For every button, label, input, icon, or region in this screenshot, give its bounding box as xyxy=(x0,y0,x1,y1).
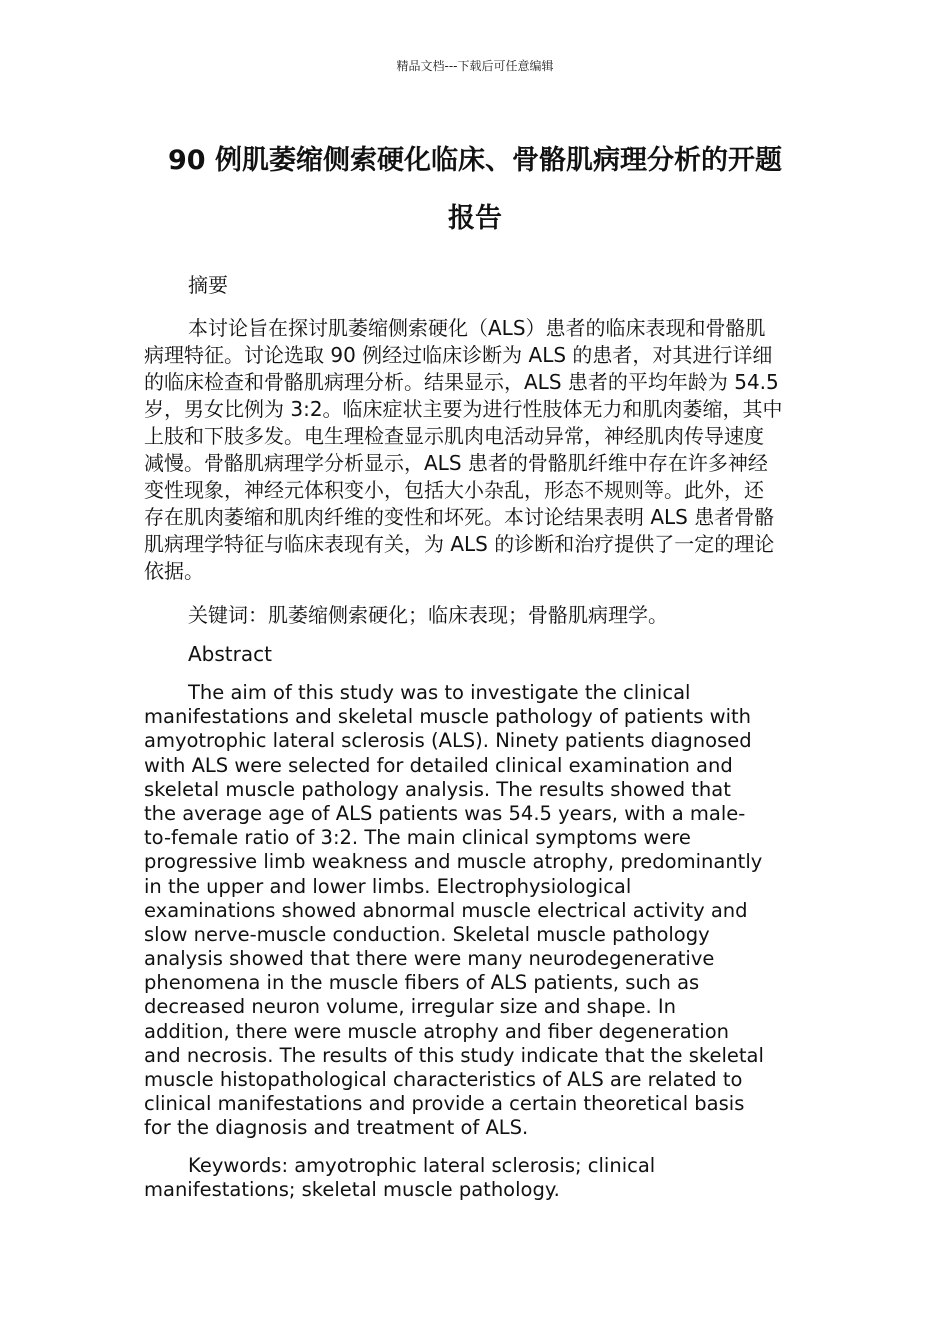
text-line: slow nerve-muscle conduction. Skeletal muscle pathology xyxy=(144,922,710,946)
text-line: and necrosis. The results of this study indicate that the skeletal xyxy=(144,1043,764,1067)
abstract-cn-heading xyxy=(144,272,824,299)
text-line: 的临床检查和骨骼肌病理分析。结果显示，ALS 患者的平均年龄为 54.5 xyxy=(144,370,779,394)
text-line: 病理特征。讨论选取 90 例经过临床诊断为 ALS 的患者，对其进行详细 xyxy=(144,343,773,367)
text-line: skeletal muscle pathology analysis. The results showed that xyxy=(144,777,731,801)
abstract-en-heading xyxy=(144,641,824,668)
text-line: The aim of this study was to investigate the clinical xyxy=(188,681,691,704)
text-line: addition, there were muscle atrophy and fiber degeneration xyxy=(144,1019,730,1043)
text-line: manifestations; skeletal muscle pathology. xyxy=(144,1178,560,1202)
abstract-cn-paragraph xyxy=(144,315,824,585)
keywords-en xyxy=(144,1154,824,1202)
text-line: with ALS were selected for detailed clinical examination and xyxy=(144,753,733,777)
text-line: progressive limb weakness and muscle atrophy, predominantly xyxy=(144,850,763,874)
text-line: 存在肌肉萎缩和肌肉纤维的变性和坏死。本讨论结果表明 ALS 患者骨骼 xyxy=(144,505,775,529)
text-line: Keywords: amyotrophic lateral sclerosis; clinical xyxy=(188,1154,656,1177)
text-line: the average age of ALS patients was 54.5 years, with a male- xyxy=(144,801,746,825)
text-line: 岁，男女比例为 3:2。临床症状主要为进行性肢体无力和肌肉萎缩，其中 xyxy=(144,397,783,421)
text-line: manifestations and skeletal muscle pathology of patients with xyxy=(144,705,752,729)
text-line: in the upper and lower limbs. Electrophysiological xyxy=(144,874,632,898)
text-line: muscle histopathological characteristics of ALS are related to xyxy=(144,1068,743,1091)
text-line: analysis showed that there were many neurodegenerative xyxy=(144,947,715,971)
keywords-text: 关键词：肌萎缩侧索硬化；临床表现；骨骼肌病理学。 xyxy=(188,603,668,627)
text-line: phenomena in the muscle fibers of ALS patients, such as xyxy=(144,971,700,995)
document-title-line-1: 90 例肌萎缩侧索硬化临床、骨骼肌病理分析的开题 xyxy=(168,145,782,176)
text-line: clinical manifestations and provide a certain theoretical basis xyxy=(144,1092,745,1116)
text-line: amyotrophic lateral sclerosis (ALS). Ninety patients diagnosed xyxy=(144,729,752,753)
text-line: 肌病理学特征与临床表现有关，为 ALS 的诊断和治疗提供了一定的理论 xyxy=(144,532,775,556)
page-header: 精品文档---下载后可任意编辑 xyxy=(396,59,554,73)
text-line: 本讨论旨在探讨肌萎缩侧索硬化（ALS）患者的临床表现和骨骼肌 xyxy=(188,316,766,340)
keywords-cn xyxy=(144,602,824,629)
text-line: examinations showed abnormal muscle electrical activity and xyxy=(144,898,748,922)
text-line: 变性现象，神经元体积变小，包括大小杂乱，形态不规则等。此外，还 xyxy=(144,478,764,502)
text-line: 上肢和下肢多发。电生理检查显示肌肉电活动异常，神经肌肉传导速度 xyxy=(144,424,764,448)
heading-text: Abstract xyxy=(188,642,272,666)
text-line: 减慢。骨骼肌病理学分析显示，ALS 患者的骨骼肌纤维中存在许多神经 xyxy=(144,451,768,475)
abstract-en-paragraph xyxy=(144,681,824,1141)
document-title-line-2: 报告 xyxy=(448,203,502,234)
heading-text: 摘要 xyxy=(188,273,228,297)
text-line: 依据。 xyxy=(144,559,204,583)
text-line: decreased neuron volume, irregular size and shape. In xyxy=(144,995,677,1019)
text-line: to-female ratio of 3:2. The main clinical symptoms were xyxy=(144,826,691,850)
text-line: for the diagnosis and treatment of ALS. xyxy=(144,1116,529,1140)
